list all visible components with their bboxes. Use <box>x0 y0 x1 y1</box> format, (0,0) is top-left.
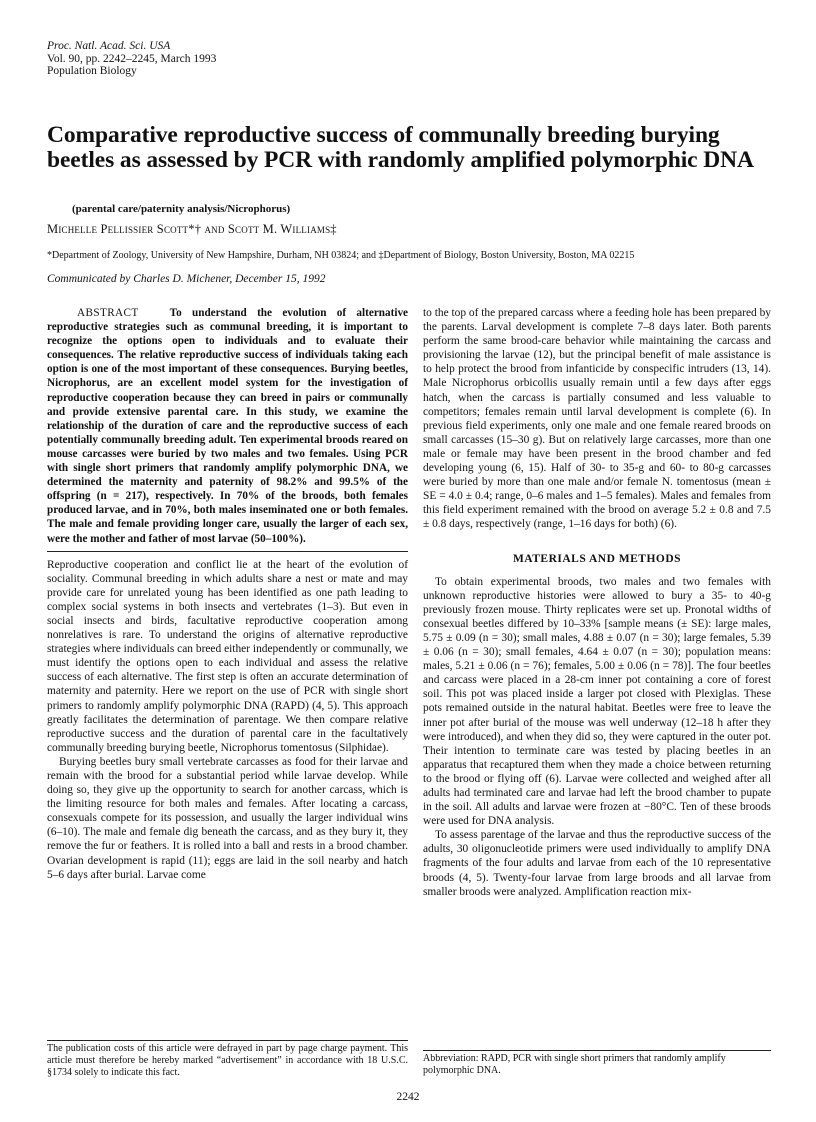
affiliations: *Department of Zoology, University of New Hampshire, Durham, NH 03824; and ‡Department of Biology, Boston University, Boston, MA 02215 <box>47 250 635 261</box>
journal-section: Population Biology <box>47 65 137 77</box>
methods-paragraph-1: To obtain experimental broods, two males and two females with unknown reproductive histories were allowed to bury a 35- to 40-g previously frozen mouse. Thirty replicates were set up. Pronotal widths of consexual beetles differed by 10–33% [sample means (± SE): large males, 5.75 ± 0.09 (n = 30); small males, 4.88 ± 0.07 (n = 30); large females, 5.39 ± 0.06 (n = 30); small females, 4.64 ± 0.07 (n = 30); population means: males, 5.21 ± 0.06 (n = 76); females, 5.00 ± 0.06 (n = 78)]. The four beetles and carcass were placed in a 28-cm inner pot containing a core of forest soil. This pot was placed inside a larger pot closed with Plexiglas. These pots remained outside in the natural habitat. Beetles were free to leave the inner pot after burial of the mouse was well underway (12–18 h after they were introduced), and when they did so, they were captured in the outer pot. Their intention to terminate care was tested by placing beetles in an apparatus that recaptured them when they made a choice between returning to the brood or flying off (6). Larvae were collected and weighed after all adults had terminated care and larvae had left the brood chamber to pupate in the soil. All adults and larvae were frozen at −80°C. Ten of these broods were used for DNA analysis. <box>423 575 771 828</box>
keywords: (parental care/paternity analysis/Nicrophorus) <box>72 203 291 215</box>
right-column <box>423 306 771 899</box>
abstract-text: To understand the evolution of alternative reproductive strategies such as communal breeding, it is important to recognize the options open to individuals and to evaluate their consequences. The relative reproductive success of individuals taking each option is one of the most important of these consequences. Burying beetles, Nicrophorus, are an excellent model system for the investigation of reproductive cooperation because they can breed in pairs or communally and provide extensive parental care. In this study, we examine the relationship of the duration of care and the reproductive success of each potentially communally breeding adult. Ten experimental broods reared on mouse carcasses were buried by two males and two females. Using PCR with single short primers that randomly amplify polymorphic DNA, we determined the maternity and paternity of 98.2% and 99.5% of the offspring (n = 217), respectively. In 70% of the broods, both females produced larvae, and in 70%, both males inseminated one or both females. The male and female providing longer care, usually the larger of each sex, were the mother and father of most larvae (50–100%). <box>47 307 409 545</box>
intro-paragraph-2: Burying beetles bury small vertebrate carcasses as food for their larvae and remain with the brood for a substantial period while larvae develop. While doing so, they give up the opportunity to search for another carcass, which is the limiting resource for both males and females. After locating a carcass, consexuals compete for its possession, and usually the larger individual wins (6–10). The male and female dig beneath the carcass, and as they bury it, they remove the fur or feathers. It is rolled into a ball and rests in a brood chamber. Ovarian development is rapid (11); eggs are laid in the soil nearby and hatch 5–6 days after burial. Larvae come <box>47 755 408 881</box>
communicated-by: Communicated by Charles D. Michener, December 15, 1992 <box>47 273 326 285</box>
journal-header <box>47 40 216 78</box>
abbreviation-footnote: Abbreviation: RAPD, PCR with single short primers that randomly amplify polymorphic DNA. <box>423 1050 771 1077</box>
intro-paragraph-1: Reproductive cooperation and conflict lie at the heart of the evolution of sociality. Communal breeding in which adults share a nest or mate and may provide care for unrelated young has been identified as one path leading to complex social systems in both insects and vertebrates (1–3). But even in social insects and birds, facultative reproductive cooperation among nonrelatives is rare. To understand the origins of alternative reproductive strategies where individuals can breed either independently or communally, we must identify the options open to each individual and assess the relative success of each alternative. The first step is often an accurate determination of maternity and paternity. Here we report on the use of PCR with single short primers to randomly amplify polymorphic DNA (RAPD) (4, 5). This approach greatly facilitates the determination of parentage. We then compare relative reproductive success and the duration of parental care in the facultatively communally breeding burying beetle, Nicrophorus tomentosus (Silphidae). <box>47 558 408 754</box>
journal-name: Proc. Natl. Acad. Sci. USA <box>47 40 171 52</box>
journal-volume: Vol. 90, pp. 2242–2245, March 1993 <box>47 52 217 65</box>
authors: Michelle Pellissier Scott*† and Scott M. Williams‡ <box>47 222 337 236</box>
abstract-label: ABSTRACT <box>77 307 139 319</box>
abstract-divider <box>47 551 408 552</box>
methods-heading: MATERIALS AND METHODS <box>512 552 682 565</box>
paper-title: Comparative reproductive success of communally breeding burying beetles as assessed by PCR with randomly amplified polymorphic DNA <box>47 122 754 173</box>
left-column <box>47 306 408 882</box>
abstract <box>47 306 408 546</box>
intro-paragraph-3: to the top of the prepared carcass where a feeding hole has been prepared by the parents. Larval development is complete 7–8 days later. Both parents perform the same brood-care behavior while maintaining the carcass and provisioning the larvae (12), but the principal benefit of male assistance is to help protect the brood from infanticide by conspecific intruders (13, 14). Male Nicrophorus orbicollis usually remain until a few days after eggs hatch, when the carcass is partially consumed and less valuable to competitors; females remain until larval development is complete (6). In previous field experiments, only one male and one female reared broods on small carcasses (15–30 g). But on relatively large carcasses, more than one male or female may have been present in the brood chamber and fed developing young (6, 15). Half of 30- to 35-g and 60- to 80-g carcasses were buried by more than one male and/or female N. tomentosus (mean ± SE = 4.0 ± 0.4; range, 0–6 males and 1–5 females). Males and females from this field experiment remained with the brood on average 5.2 ± 0.8 and 7.5 ± 0.8 days, respectively (range, 1–16 days for both) (6). <box>423 307 771 531</box>
publication-cost-footnote: The publication costs of this article were defrayed in part by page charge payment. This article must therefore be hereby marked “advertisement” in accordance with 18 U.S.C. §1734 solely to indicate this fact. <box>47 1040 408 1079</box>
page-number: 2242 <box>396 1091 420 1103</box>
methods-paragraph-2: To assess parentage of the larvae and thus the reproductive success of the adults, 30 oligonucleotide primers were used individually to amplify DNA fragments of the four adults and larvae from each of the 10 representative broods (4, 5). Twenty-four larvae from large broods and all larvae from smaller broods were analyzed. Amplification reaction mix- <box>423 829 771 898</box>
